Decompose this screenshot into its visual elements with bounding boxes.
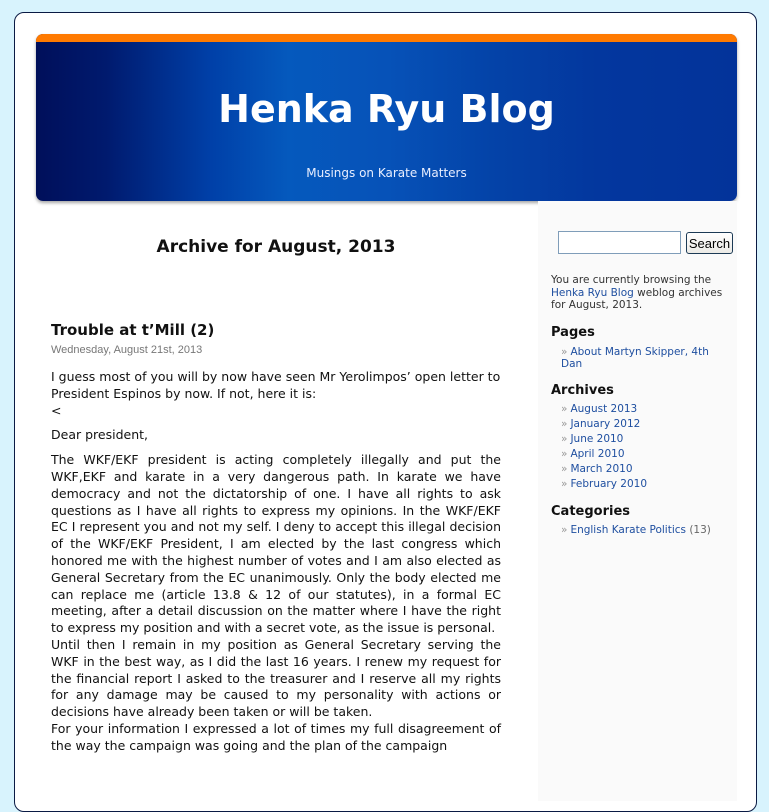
quote-mark: <	[51, 402, 62, 418]
header-accent-strip	[36, 34, 737, 42]
archive-item[interactable]	[561, 462, 731, 477]
bullet-icon: »	[561, 463, 568, 475]
archive-link-february-2010[interactable]: February 2010	[570, 478, 648, 490]
category-item[interactable]	[561, 523, 731, 538]
blog-header	[36, 34, 737, 201]
bullet-icon: »	[561, 524, 568, 536]
search-input[interactable]	[558, 231, 681, 254]
bullet-icon: »	[561, 478, 568, 490]
browsing-suffix: weblog archives for August, 2013.	[551, 286, 723, 311]
bullet-icon: »	[561, 418, 568, 430]
home-link[interactable]: Henka Ryu Blog	[551, 286, 634, 299]
post-body	[51, 369, 501, 755]
bullet-icon: »	[561, 403, 568, 415]
post-salutation: Dear president,	[51, 427, 148, 443]
categories-list	[561, 523, 731, 538]
search-button[interactable]: Search	[686, 232, 733, 254]
archive-item[interactable]	[561, 477, 731, 492]
categories-heading: Categories	[551, 504, 631, 519]
archives-heading: Archives	[551, 383, 614, 398]
archive-link-april-2010[interactable]: April 2010	[570, 448, 625, 460]
blog-tagline: Musings on Karate Matters	[306, 166, 467, 180]
sidebar	[538, 201, 737, 801]
bullet-icon: »	[561, 433, 568, 445]
browsing-note	[551, 274, 736, 312]
archive-item[interactable]	[561, 432, 731, 447]
archive-item[interactable]	[561, 447, 731, 462]
archive-title: Archive for August, 2013	[156, 237, 396, 257]
blog-title[interactable]: Henka Ryu Blog	[218, 87, 555, 131]
post-title-link[interactable]: Trouble at t’Mill (2)	[51, 321, 215, 339]
archive-link-january-2012[interactable]: January 2012	[570, 418, 641, 430]
archive-link-august-2013[interactable]: August 2013	[570, 403, 638, 415]
archives-list	[561, 402, 731, 492]
pages-item[interactable]	[561, 346, 731, 370]
post-paragraph: For your information I expressed a lot of times my full disagreement of the way the campaign was going and the plan of the campaign	[51, 720, 501, 753]
post-date: Wednesday, August 21st, 2013	[51, 344, 203, 356]
post-paragraph: The WKF/EKF president is acting completely illegally and put the WKF,EKF and karate in a very dangerous path. In karate we have democracy and not the dictatorship of one. I have all rights to ask questions as I have all rights to express my opinions. In the WKF/EKF EC I represent you and not my self. I deny to accept this illegal decision of the WKF/EKF President, I am elected by the last congress which honored me with the highest number of votes and I am also elected as General Secretary from the EC unanimously. Only the body elected me can replace me (article 13.8 & 12 of our statutes), in a formal EC meeting, after a detail discussion on the matter where I have the right to express my position and with a secret vote, as the issue is personal.	[51, 452, 501, 636]
archive-link-june-2010[interactable]: June 2010	[570, 433, 624, 445]
browsing-prefix: You are currently browsing the	[551, 274, 712, 286]
page-link-about[interactable]: About Martyn Skipper, 4th Dan	[561, 346, 709, 370]
bullet-icon: »	[561, 346, 568, 358]
category-link-english-karate-politics[interactable]: English Karate Politics	[570, 524, 686, 536]
archive-item[interactable]	[561, 402, 731, 417]
archive-link-march-2010[interactable]: March 2010	[570, 463, 633, 475]
post-intro	[51, 369, 501, 419]
bullet-icon: »	[561, 448, 568, 460]
pages-list	[561, 346, 731, 370]
category-count: (13)	[689, 524, 711, 536]
pages-heading: Pages	[551, 325, 595, 340]
post-intro-text: I guess most of you will by now have seen Mr Yerolimpos’ open letter to President Espinos by now. If not, here it is:	[51, 369, 501, 401]
archive-item[interactable]	[561, 417, 731, 432]
post-paragraph: Until then I remain in my position as General Secretary serving the WKF in the best way, as I did the last 16 years. I renew my request for the financial report I asked to the treasurer and I reserve all my rights for any damage may be caused to my personality with actions or decisions have already been taken or will be taken.	[51, 636, 501, 720]
